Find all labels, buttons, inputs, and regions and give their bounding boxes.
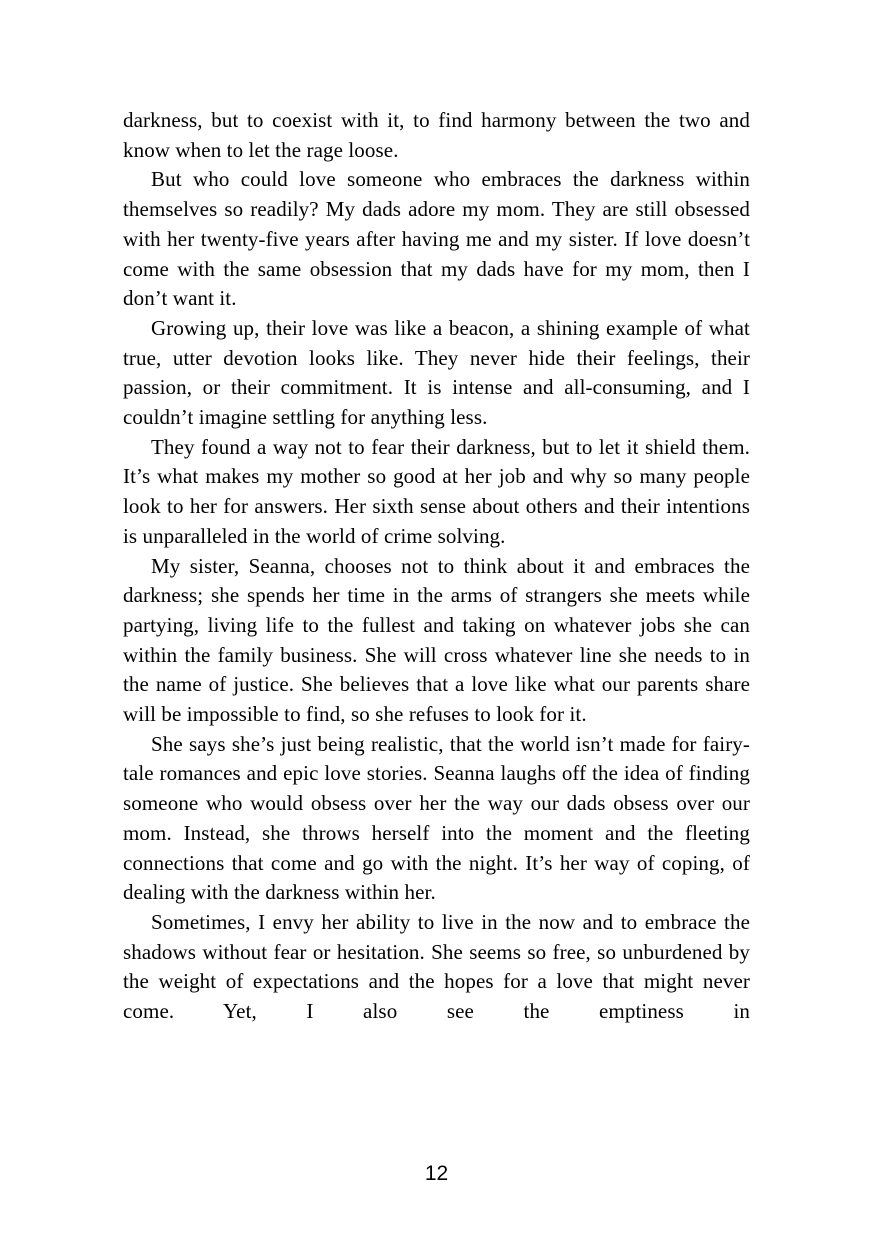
body-paragraph: My sister, Seanna, chooses not to think about it and embraces the darkness; she spends her time in the arms of strangers she meets while partying, living life to the fullest and taking on whatever jobs she can within the family business. She will cross whatever line she needs to in the name of justice. She believes that a love like what our parents share will be impossible to find, so she refuses to look for it. bbox=[123, 553, 750, 727]
body-paragraph: But who could love someone who embraces the darkness within themselves so readily? My dads adore my mom. They are still obsessed with her twenty-five years after having me and my sister. If love doesn’t come with the same obsession that my dads have for my mom, then I don’t want it. bbox=[123, 167, 750, 311]
body-paragraph: darkness, but to coexist with it, to find harmony between the two and know when to let the rage loose. bbox=[123, 108, 750, 162]
body-text-block bbox=[123, 106, 750, 1027]
page-number: 12 bbox=[424, 1162, 449, 1185]
body-paragraph: She says she’s just being realistic, that the world isn’t made for fairy-tale romances and epic love stories. Seanna laughs off the idea of finding someone who would obsess over her the way our dads obsess over our mom. Instead, she throws herself into the moment and the fleeting connections that come and go with the night. It’s her way of coping, of dealing with the darkness within her. bbox=[123, 731, 750, 905]
body-paragraph: They found a way not to fear their darkness, but to let it shield them. It’s what makes my mother so good at her job and why so many people look to her for answers. Her sixth sense about others and their intentions is unparalleled in the world of crime solving. bbox=[123, 434, 750, 548]
body-paragraph: Growing up, their love was like a beacon, a shining example of what true, utter devotion looks like. They never hide their feelings, their passion, or their commitment. It is intense and all-consuming, and I couldn’t imagine settling for anything less. bbox=[123, 315, 750, 430]
body-paragraph: Sometimes, I envy her ability to live in the now and to embrace the shadows without fear or hesitation. She seems so free, so unburdened by the weight of expectations and the hopes for a love that might never come. Yet, I also see the emptiness in bbox=[123, 909, 750, 1024]
